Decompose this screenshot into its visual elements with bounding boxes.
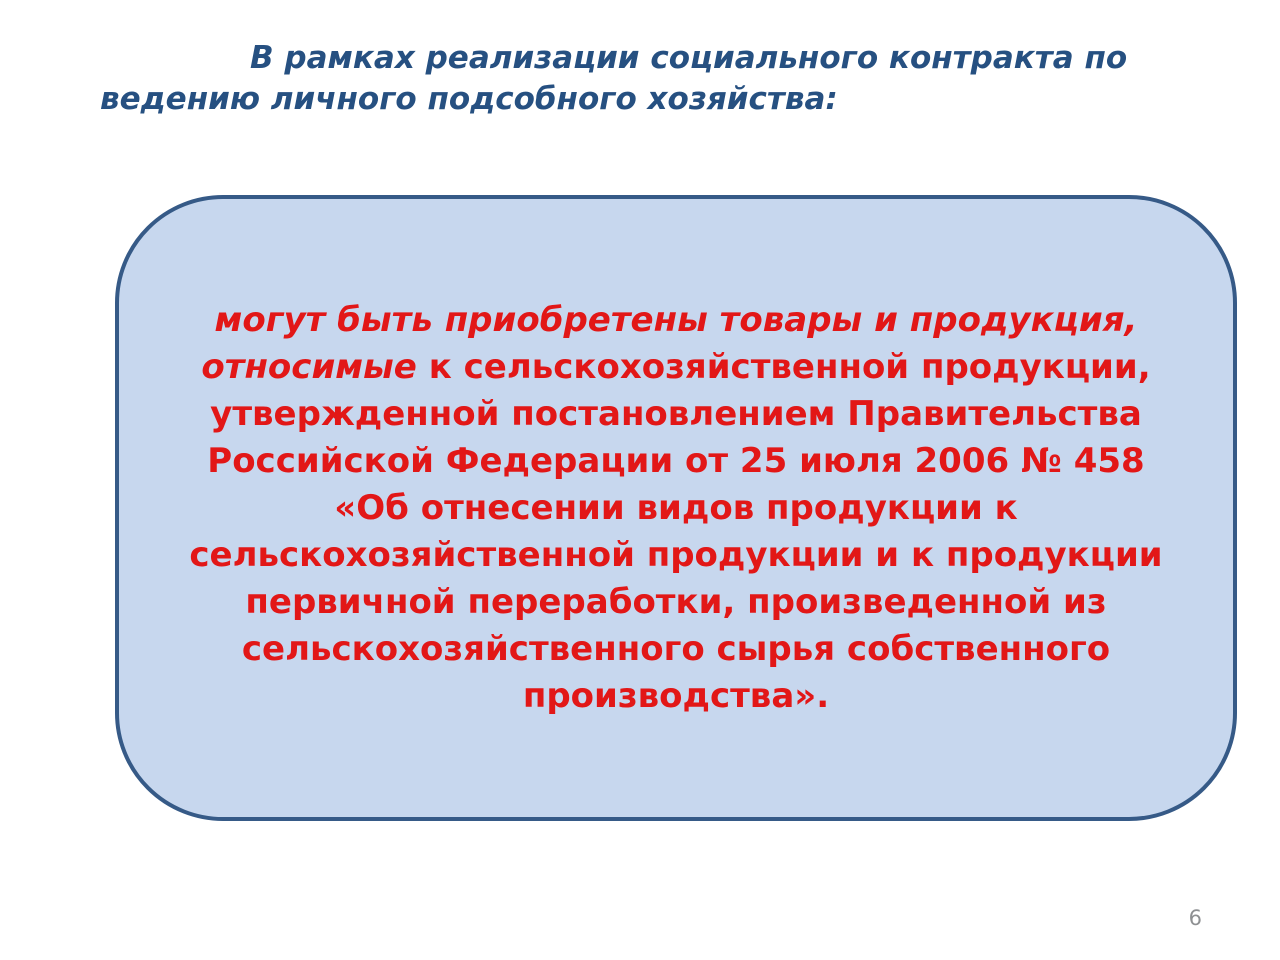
slide-title-line-1: В рамках реализации социального контракта по [250,40,1128,76]
body-text [119,297,1233,720]
page-number: 6 [1188,906,1202,930]
slide-title-line-2: ведению личного подсобного хозяйства: [100,81,838,117]
content-box [115,195,1237,821]
slide-title [100,38,1190,120]
body-text-regular-segment: к сельскохозяйственной продукции, утвержденной постановлением Правительства Российской Федерации от 25 июля 2006 № 458 «Об отнесении видов продукции к сельскохозяйственной продукции и к продукции первичной переработки, произведенной из сельскохозяйственного сырья собственного производства». [189,346,1163,716]
body-text-italic-segment: могут быть приобретены товары и продукция, относимые [201,299,1138,387]
